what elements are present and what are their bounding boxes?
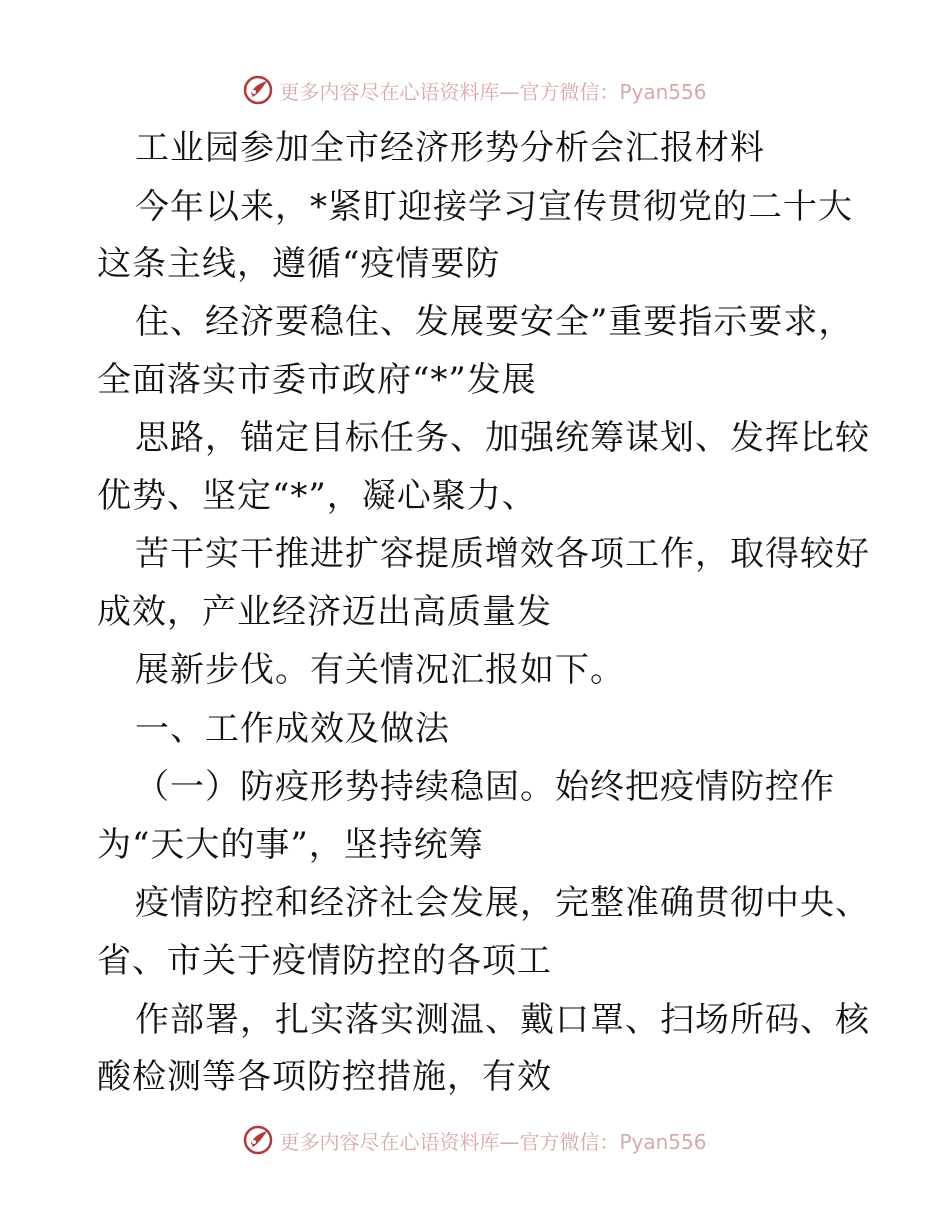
section-heading: 一、工作成效及做法 <box>135 709 450 749</box>
text-line: 省、市关于疫情防控的各项工 <box>97 941 552 981</box>
watermark-text: 更多内容尽在心语资料库—官方微信：Pyan556 <box>279 1129 707 1154</box>
text-line: 全面落实市委市政府“*”发展 <box>97 360 537 400</box>
subsection-heading: （一）防疫形势持续稳固。始终把疫情防控作 <box>135 767 835 807</box>
document-title: 工业园参加全市经济形势分析会汇报材料 <box>135 128 765 168</box>
text-line: 优势、坚定“*”，凝心聚力、 <box>97 476 537 516</box>
watermark-text: 更多内容尽在心语资料库—官方微信：Pyan556 <box>279 79 707 104</box>
text-line: 思路，锚定目标任务、加强统筹谋划、发挥比较 <box>135 418 870 458</box>
text-line: 作部署，扎实落实测温、戴口罩、扫场所码、核 <box>135 1000 870 1040</box>
watermark-logo-icon <box>243 1125 273 1155</box>
footer-watermark <box>0 1120 950 1160</box>
text-line: 疫情防控和经济社会发展，完整准确贯彻中央、 <box>135 883 870 923</box>
text-line: 住、经济要稳住、发展要安全”重要指示要求， <box>135 302 854 342</box>
text-line: 苦干实干推进扩容提质增效各项工作，取得较好 <box>135 534 870 574</box>
watermark-logo-icon <box>243 75 273 105</box>
text-line: 酸检测等各项防控措施，有效 <box>97 1057 552 1097</box>
text-line: 成效，产业经济迈出高质量发 <box>97 592 552 632</box>
text-line: 为“天大的事”，坚持统筹 <box>97 825 484 865</box>
text-line: 展新步伐。有关情况汇报如下。 <box>135 650 625 690</box>
text-line: 今年以来，*紧盯迎接学习宣传贯彻党的二十大 <box>135 187 853 227</box>
text-line: 这条主线，遵循“疫情要防 <box>97 244 501 284</box>
header-watermark <box>0 70 950 110</box>
